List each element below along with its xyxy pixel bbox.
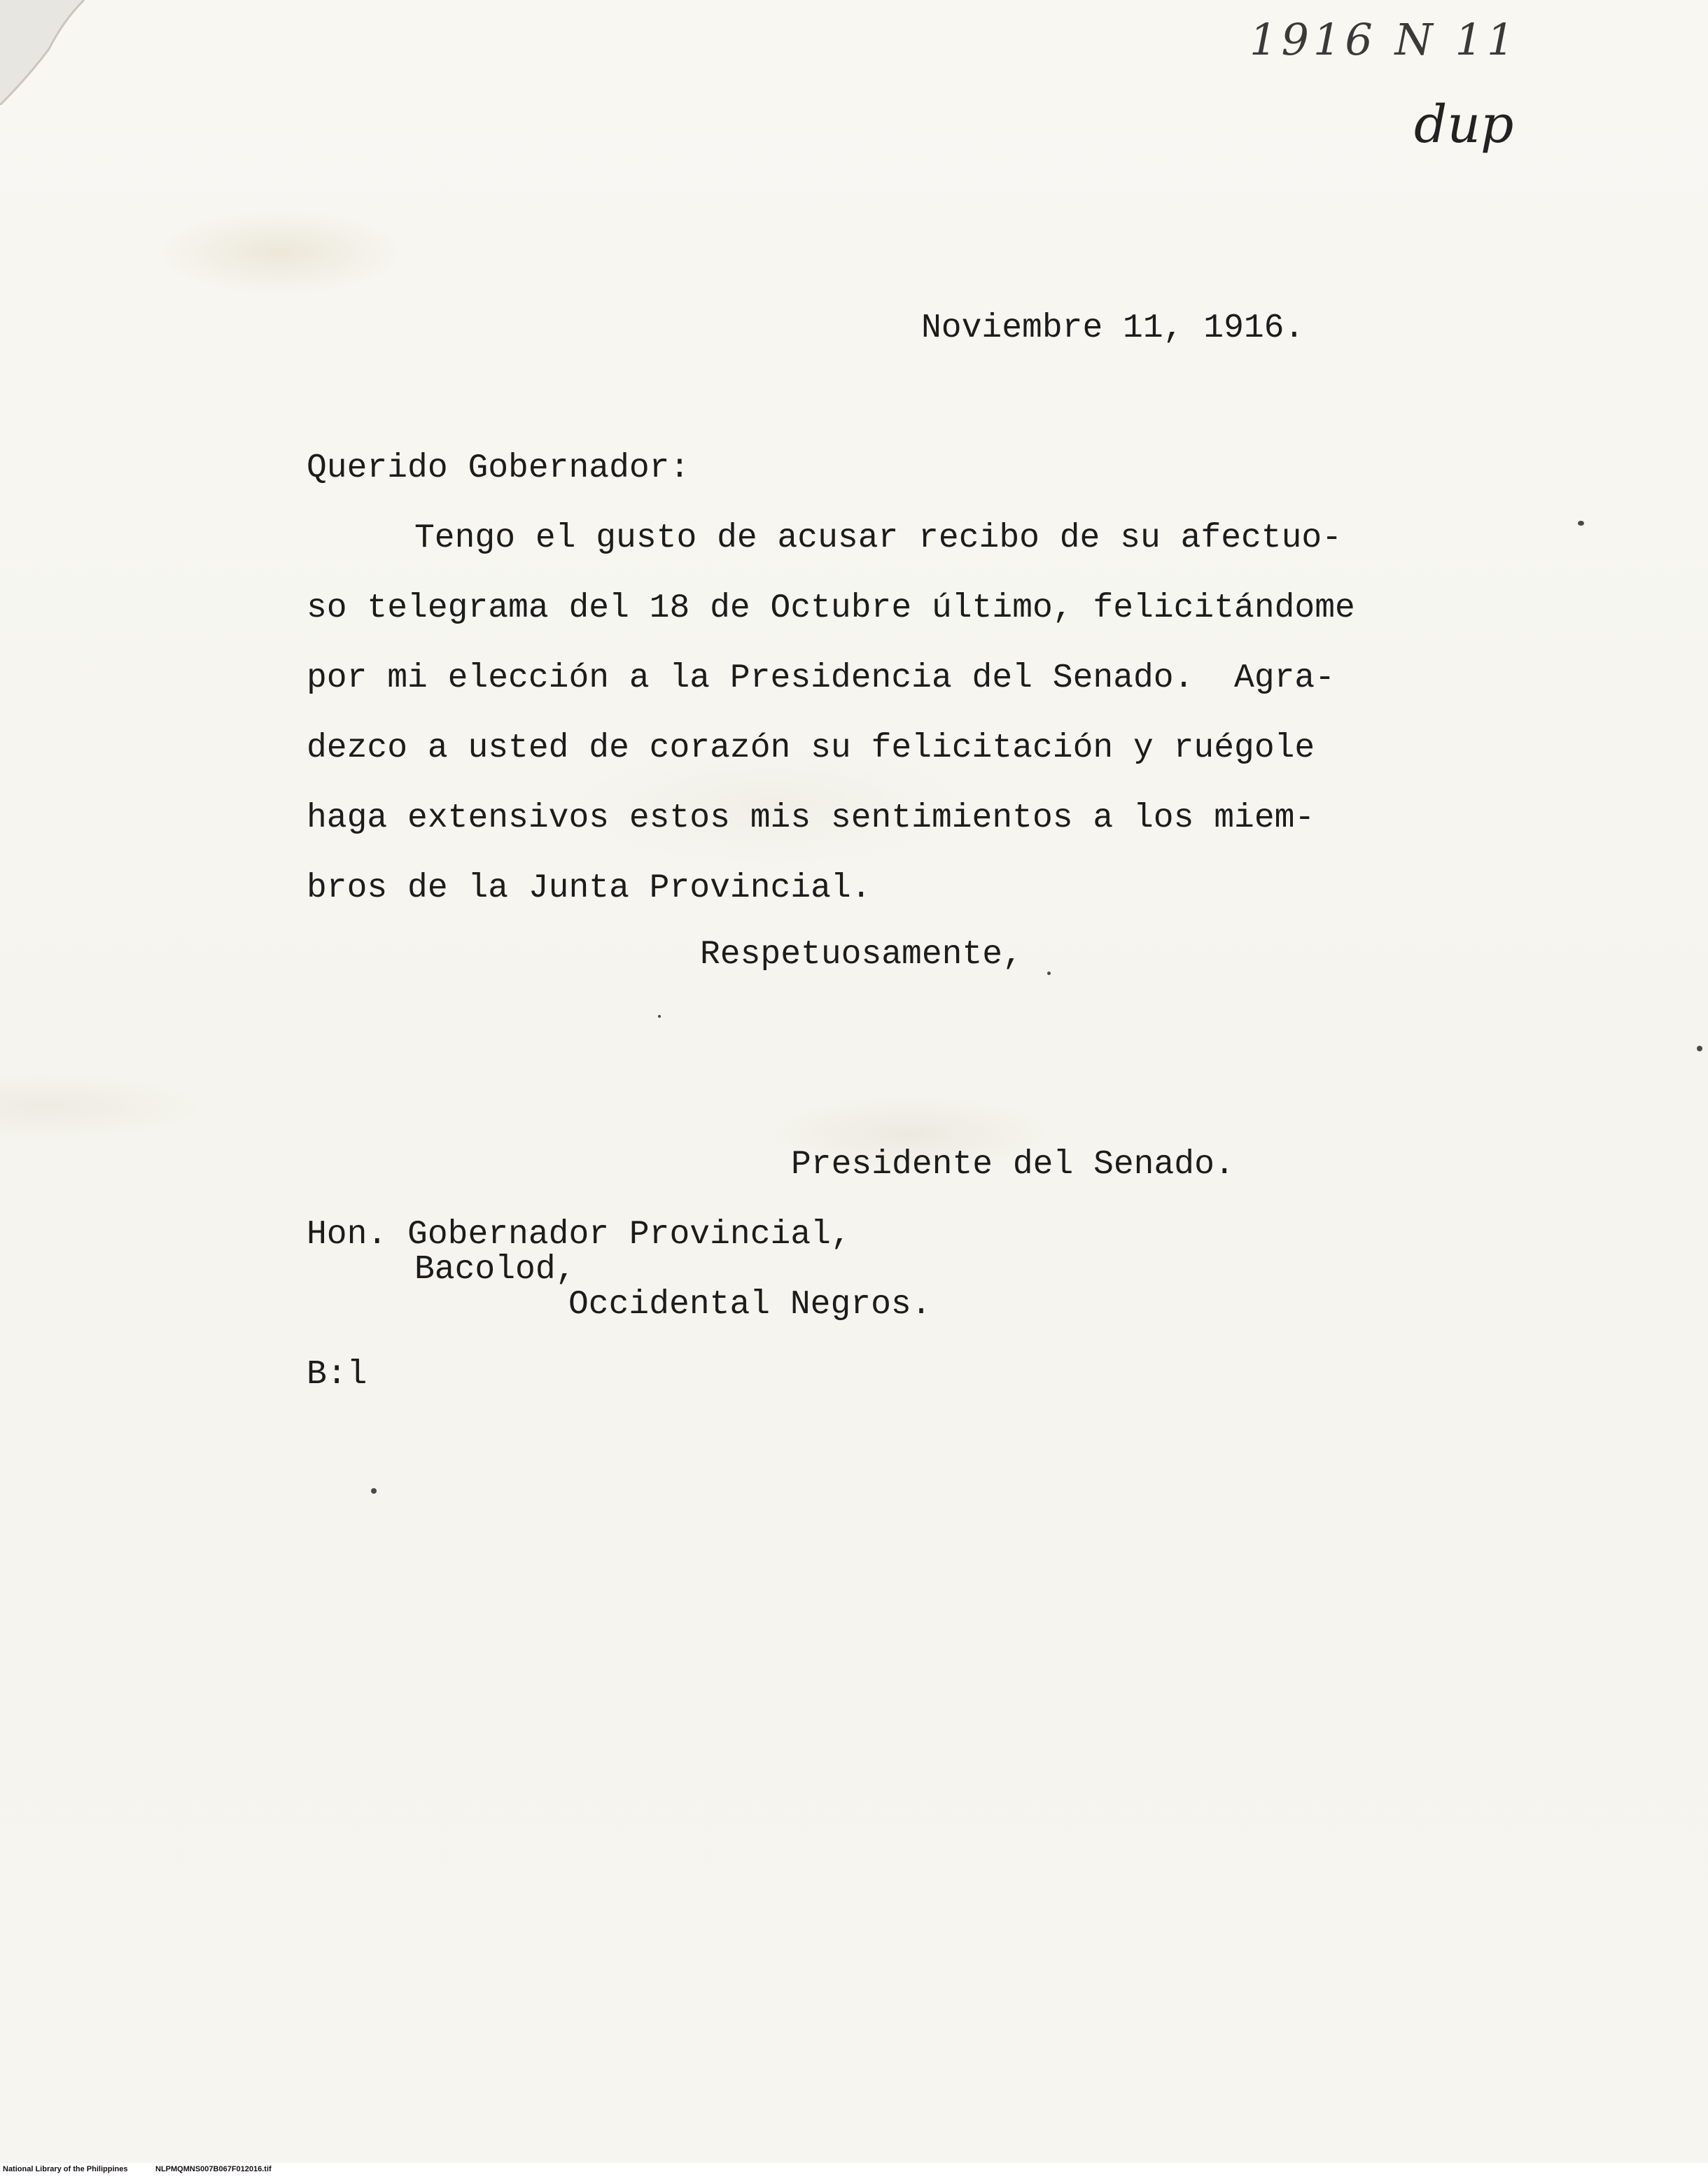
- paper-speck: [1047, 972, 1051, 975]
- body-line: haga extensivos estos mis sentimientos a los miem-: [307, 799, 1315, 837]
- paper-speck: [371, 1488, 377, 1494]
- footer-filename: NLPMQMNS007B067F012016.tif: [155, 2165, 272, 2173]
- typist-initials: B:l: [307, 1356, 368, 1394]
- address-line: Bacolod,: [414, 1251, 576, 1289]
- footer-credit: National Library of the Philippines: [3, 2165, 128, 2173]
- paper-speck: [658, 1015, 661, 1018]
- address-line: Hon. Gobernador Provincial,: [307, 1216, 851, 1254]
- body-line: Tengo el gusto de acusar recibo de su afectuo-: [414, 519, 1343, 557]
- salutation: Querido Gobernador:: [307, 449, 690, 487]
- body-line: dezco a usted de corazón su felicitación y ruégole: [307, 729, 1315, 767]
- address-line: Occidental Negros.: [568, 1286, 932, 1324]
- paper-speck: [1697, 1046, 1702, 1051]
- paper-speck: [1578, 521, 1584, 526]
- body-line: so telegrama del 18 de Octubre último, felicitándome: [307, 589, 1355, 627]
- pencil-duplicate-annotation: dup: [1414, 94, 1514, 155]
- letter-date: Noviembre 11, 1916.: [921, 309, 1305, 347]
- pencil-date-annotation: 1916 N 11: [1250, 14, 1519, 65]
- torn-corner-mark: [0, 0, 140, 105]
- body-line: por mi elección a la Presidencia del Senado. Agra-: [307, 659, 1336, 697]
- closing: Respetuosamente,: [700, 936, 1023, 974]
- body-line: bros de la Junta Provincial.: [307, 869, 872, 907]
- signature-title: Presidente del Senado.: [791, 1146, 1235, 1184]
